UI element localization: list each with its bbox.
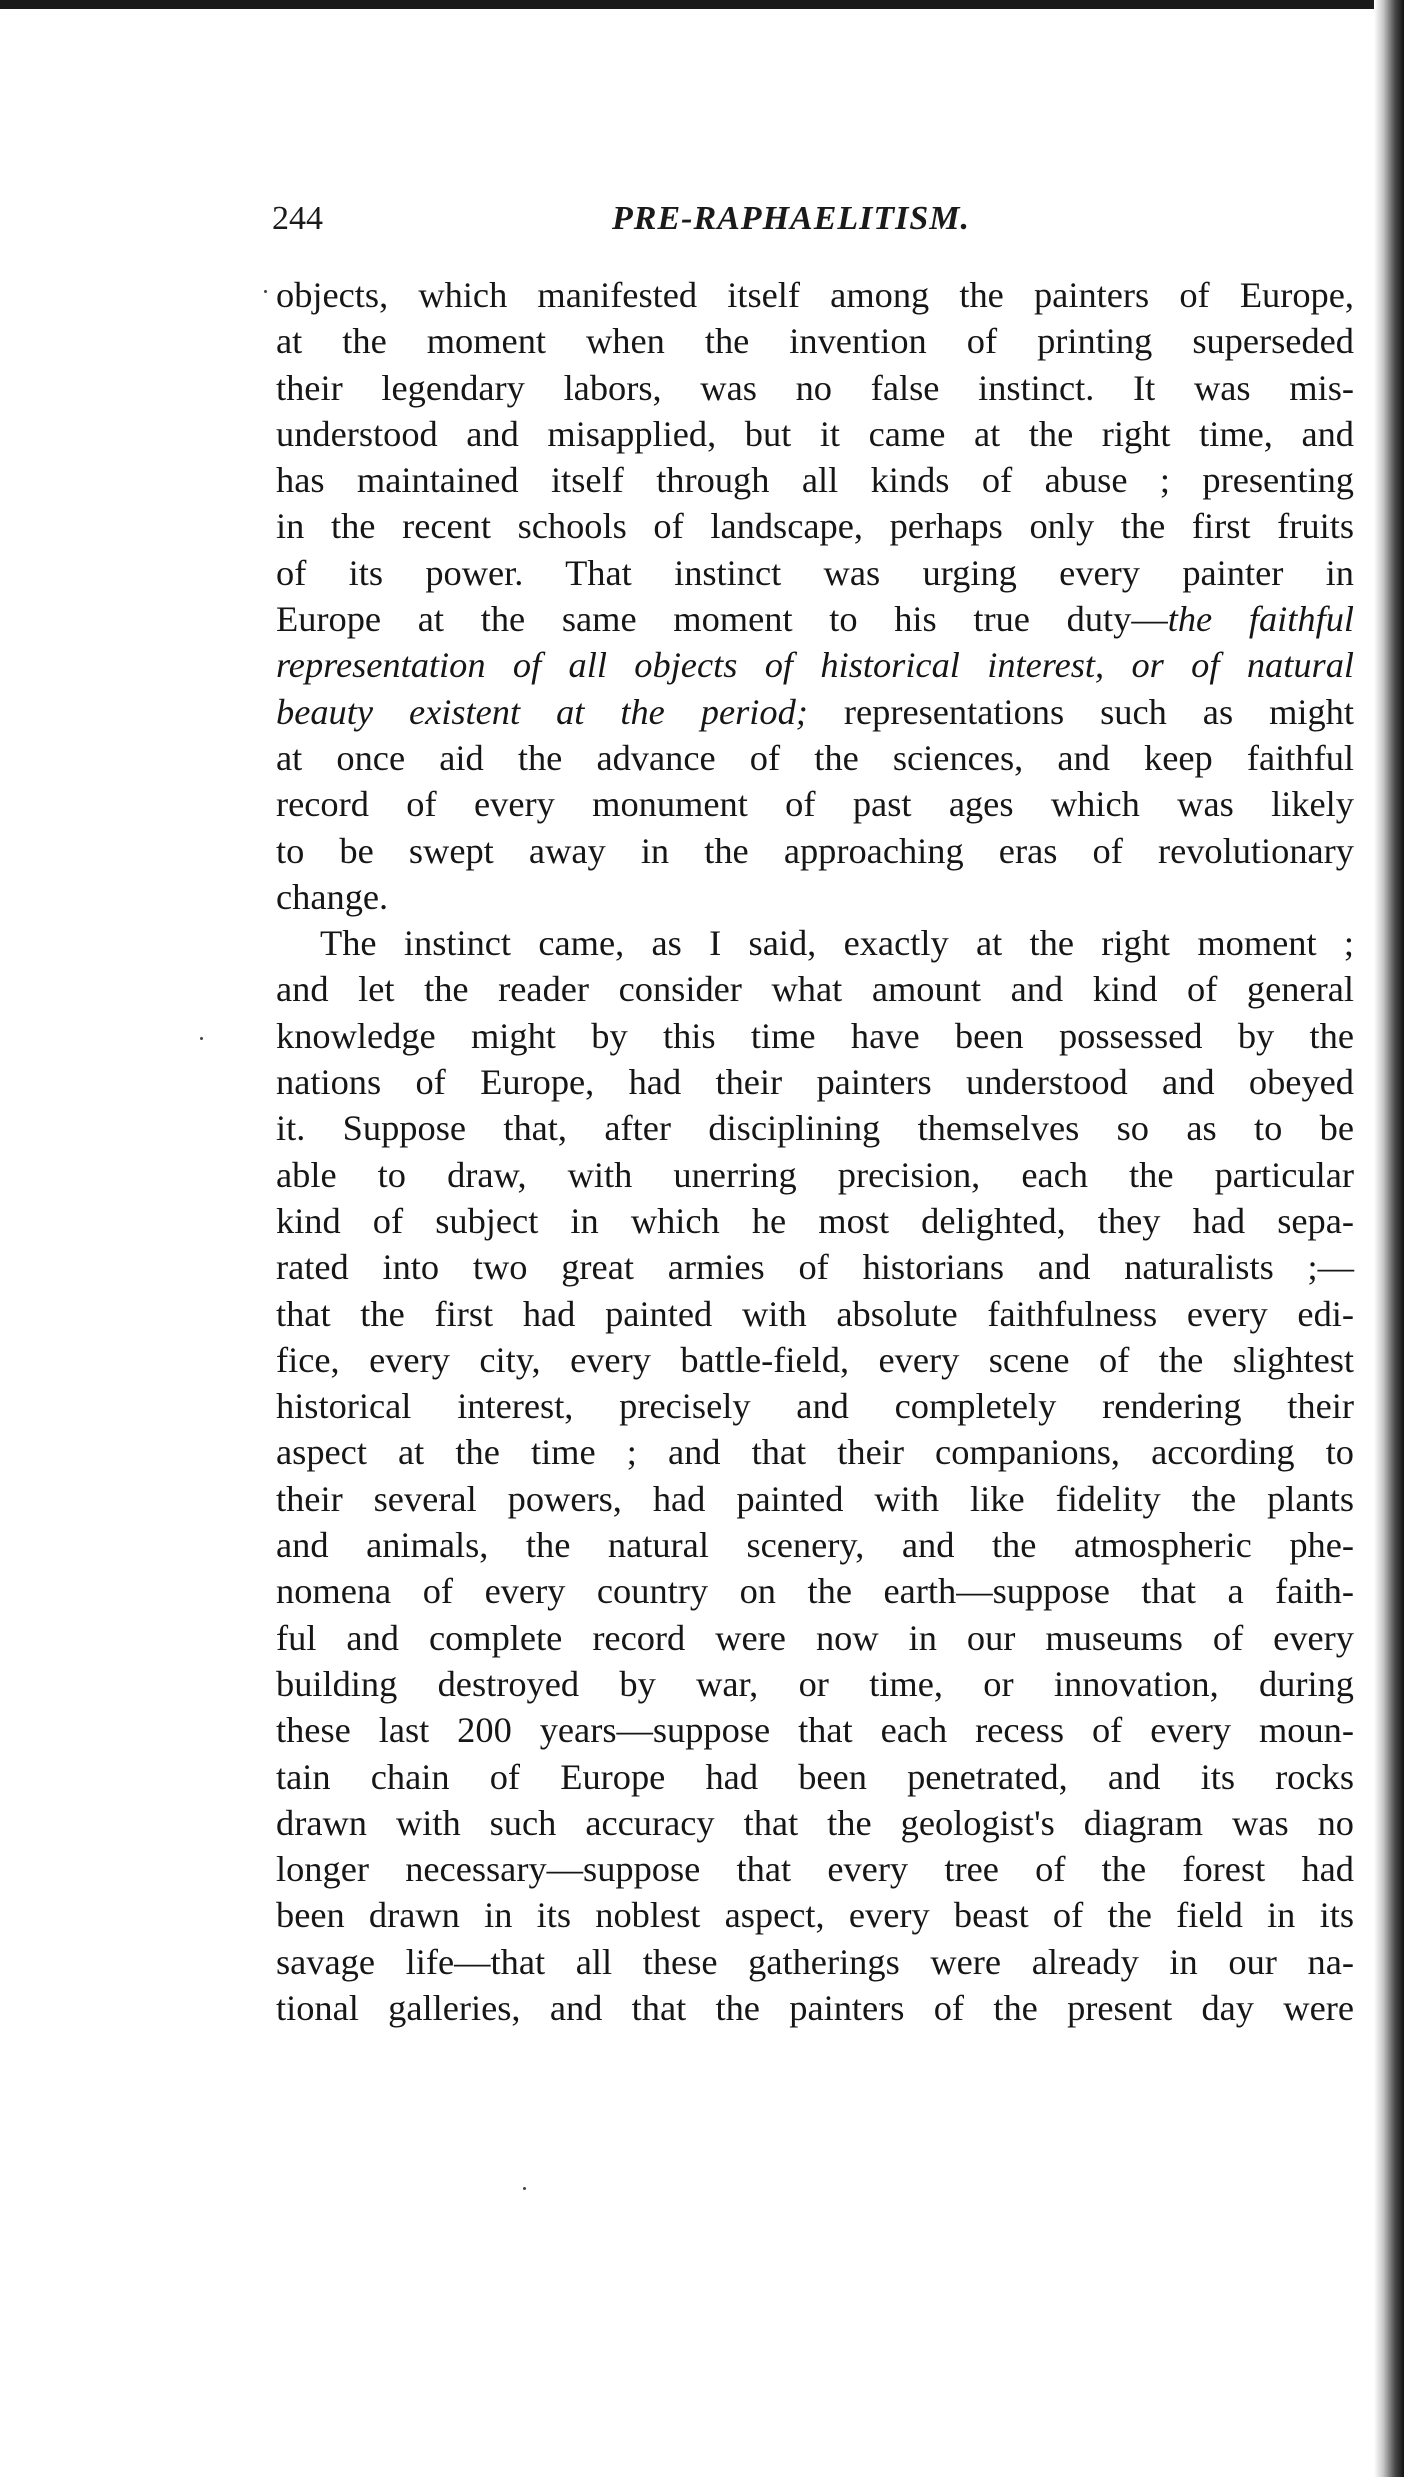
text-line: understood and misapplied, but it came at the right time, and <box>276 413 1354 454</box>
text-line: The instinct came, as I said, exactly at the right moment ; <box>320 923 1354 964</box>
scan-speck <box>523 2187 526 2190</box>
text-line: been drawn in its noblest aspect, every beast of the field in its <box>276 1895 1354 1936</box>
text-line: their legendary labors, was no false instinct. It was mis- <box>276 367 1354 408</box>
text-line: tional galleries, and that the painters of the present day were <box>276 1987 1354 2028</box>
text-line: tain chain of Europe had been penetrated, and its rocks <box>276 1756 1354 1797</box>
running-title: PRE-RAPHAELITISM. <box>612 200 971 237</box>
text-line: at the moment when the invention of printing superseded <box>276 321 1354 362</box>
text-line: representation of all objects of historical interest, or of natural <box>276 645 1354 686</box>
text-line: fice, every city, every battle-field, every scene of the slightest <box>276 1339 1354 1380</box>
text-line: drawn with such accuracy that the geologist's diagram was no <box>276 1802 1354 1843</box>
text-line: building destroyed by war, or time, or innovation, during <box>276 1663 1354 1704</box>
page-number: 244 <box>272 200 323 237</box>
scan-top-edge <box>0 0 1404 9</box>
text-line: at once aid the advance of the sciences, and keep faithful <box>276 737 1354 778</box>
text-line: their several powers, had painted with like fidelity the plants <box>276 1478 1354 1519</box>
text-line: in the recent schools of landscape, perhaps only the first fruits <box>276 506 1354 547</box>
text-line: historical interest, precisely and completely rendering their <box>276 1386 1354 1427</box>
text-line: that the first had painted with absolute faithfulness every edi- <box>276 1293 1354 1334</box>
text-line: knowledge might by this time have been possessed by the <box>276 1015 1354 1056</box>
book-gutter-edge <box>1374 0 1404 2477</box>
scan-speck <box>200 1037 203 1040</box>
text-line: beauty existent at the period; representations such as might <box>276 691 1354 732</box>
text-line: aspect at the time ; and that their companions, according to <box>276 1432 1354 1473</box>
text-line: kind of subject in which he most delighted, they had sepa- <box>276 1200 1354 1241</box>
text-line: has maintained itself through all kinds of abuse ; presenting <box>276 460 1354 501</box>
text-line: it. Suppose that, after disciplining themselves so as to be <box>276 1108 1354 1149</box>
text-line: Europe at the same moment to his true duty—the faithful <box>276 599 1354 640</box>
text-line: able to draw, with unerring precision, each the particular <box>276 1154 1354 1195</box>
scan-speck <box>264 290 267 293</box>
text-line: record of every monument of past ages which was likely <box>276 784 1354 825</box>
text-line: nations of Europe, had their painters understood and obeyed <box>276 1062 1354 1103</box>
text-line: these last 200 years—suppose that each recess of every moun- <box>276 1710 1354 1751</box>
text-line: longer necessary—suppose that every tree of the forest had <box>276 1849 1354 1890</box>
body-text <box>276 272 1354 2031</box>
text-line: rated into two great armies of historians and naturalists ;— <box>276 1247 1354 1288</box>
text-line: of its power. That instinct was urging every painter in <box>276 552 1354 593</box>
text-line: objects, which manifested itself among the painters of Europe, <box>276 275 1354 315</box>
text-line: nomena of every country on the earth—suppose that a faith- <box>276 1571 1354 1612</box>
text-line: and animals, the natural scenery, and the atmospheric phe- <box>276 1525 1354 1566</box>
text-line: change. <box>276 876 389 917</box>
text-line: savage life—that all these gatherings were already in our na- <box>276 1941 1354 1982</box>
text-line: and let the reader consider what amount and kind of general <box>276 969 1354 1010</box>
text-line: to be swept away in the approaching eras of revolutionary <box>276 830 1354 871</box>
text-line: ful and complete record were now in our museums of every <box>276 1617 1354 1658</box>
